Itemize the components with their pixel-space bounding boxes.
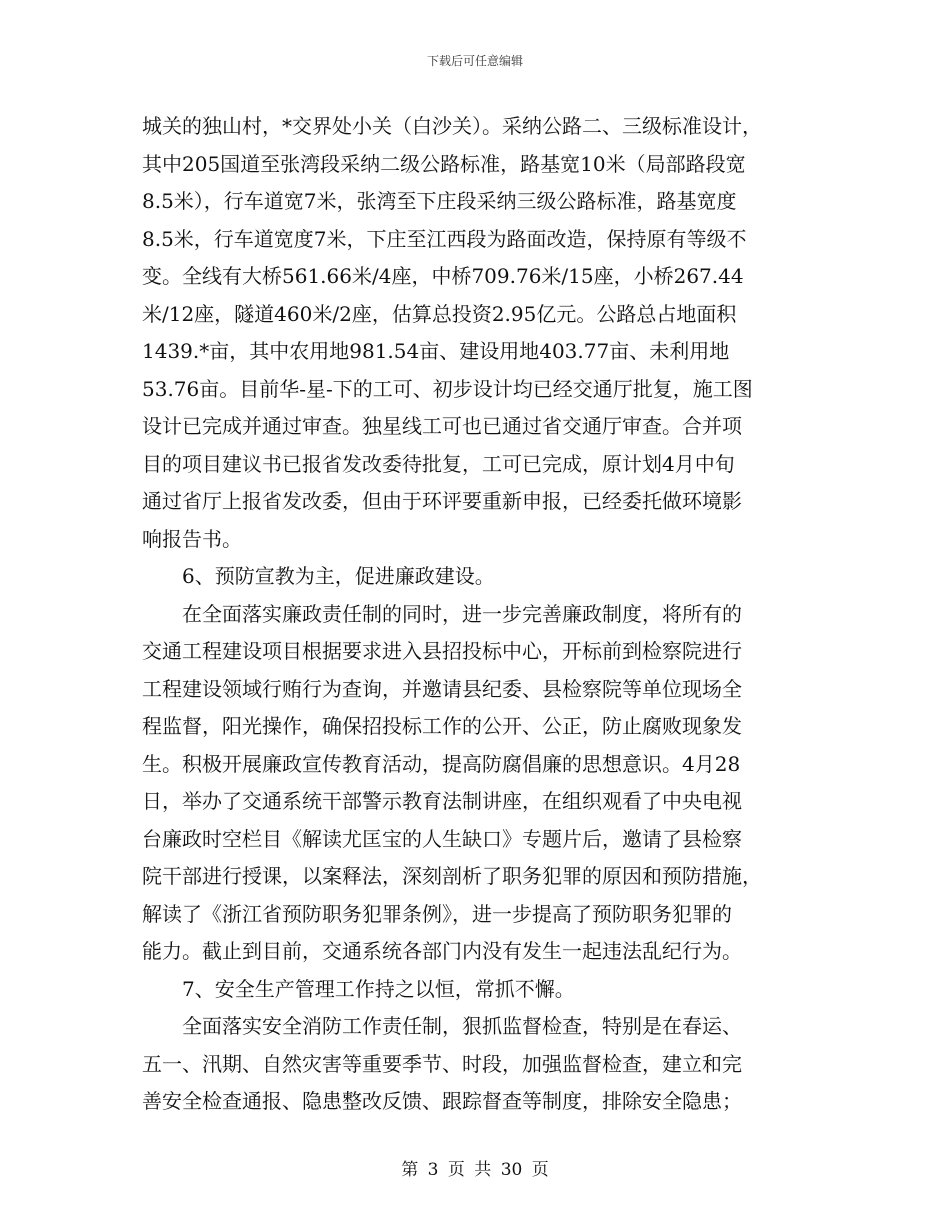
text-line: 程监督，阳光操作，确保招投标工作的公开、公正，防止腐败现象发 <box>142 714 742 738</box>
text-line: 其中205国道至张湾段采纳二级公路标准，路基宽10米（局部路段宽 <box>142 151 746 176</box>
text-line: 善安全检查通报、隐患整改反馈、跟踪督查等制度，排除安全隐患； <box>142 1089 742 1113</box>
text-line: 米/12座，隧道460米/2座，估算总投资2.95亿元。公路总占地面积 <box>142 301 737 326</box>
text-line: 6、预防宣教为主，促进廉政建设。 <box>142 564 495 588</box>
text-line: 在全面落实廉政责任制的同时，进一步完善廉政制度，将所有的 <box>142 601 742 626</box>
text-line: 设计已完成并通过审查。独星线工可也已通过省交通厅审查。合并项 <box>142 414 742 438</box>
text-line: 解读了《浙江省预防职务犯罪条例》，进一步提高了预防职务犯罪的 <box>142 901 732 926</box>
text-line: 台廉政时空栏目《解读尤匡宝的人生缺口》专题片后，邀请了县检察 <box>142 826 742 851</box>
page-header: 下载后可任意编辑 <box>426 54 523 68</box>
body-text <box>142 108 802 1121</box>
text-line: 1439.*亩，其中农用地981.54亩、建设用地403.77亩、未利用地 <box>142 339 730 363</box>
text-line: 变。全线有大桥561.66米/4座，中桥709.76米/15座，小桥267.44 <box>142 264 744 288</box>
text-line: 城关的独山村，*交界处小关（白沙关）。采纳公路二、三级标准设计， <box>142 114 762 138</box>
text-line: 8.5米），行车道宽7米，张湾至下庄段采纳三级公路标准，路基宽度 <box>142 189 737 213</box>
text-line: 工程建设领域行贿行为查询，并邀请县纪委、县检察院等单位现场全 <box>142 676 742 701</box>
text-line: 全面落实安全消防工作责任制，狠抓监督检查，特别是在春运、 <box>142 1014 742 1038</box>
text-line: 7、安全生产管理工作持之以恒，常抓不懈。 <box>142 976 575 1001</box>
text-line: 五一、汛期、自然灾害等重要季节、时段，加强监督检查，建立和完 <box>142 1051 742 1076</box>
text-line: 院干部进行授课，以案释法，深刻剖析了职务犯罪的原因和预防措施， <box>142 864 762 888</box>
page-footer: 第 3 页 共 30 页 <box>401 1160 549 1180</box>
text-line: 日，举办了交通系统干部警示教育法制讲座，在组织观看了中央电视 <box>142 789 742 813</box>
text-line: 响报告书。 <box>142 526 242 551</box>
text-line: 目的项目建议书已报省发改委待批复，工可已完成，原计划4月中旬 <box>142 451 735 476</box>
text-line: 53.76亩。目前华-星-下的工可、初步设计均已经交通厅批复，施工图 <box>142 376 753 401</box>
text-line: 通过省厅上报省发改委，但由于环评要重新申报，已经委托做环境影 <box>142 489 742 513</box>
text-line: 能力。截止到目前，交通系统各部门内没有发生一起违法乱纪行为。 <box>142 939 742 963</box>
text-line: 生。积极开展廉政宣传教育活动，提高防腐倡廉的思想意识。4月28 <box>142 751 741 776</box>
text-line: 8.5米，行车道宽度7米，下庄至江西段为路面改造，保持原有等级不 <box>142 226 747 251</box>
text-line: 交通工程建设项目根据要求进入县招投标中心，开标前到检察院进行 <box>142 639 742 663</box>
